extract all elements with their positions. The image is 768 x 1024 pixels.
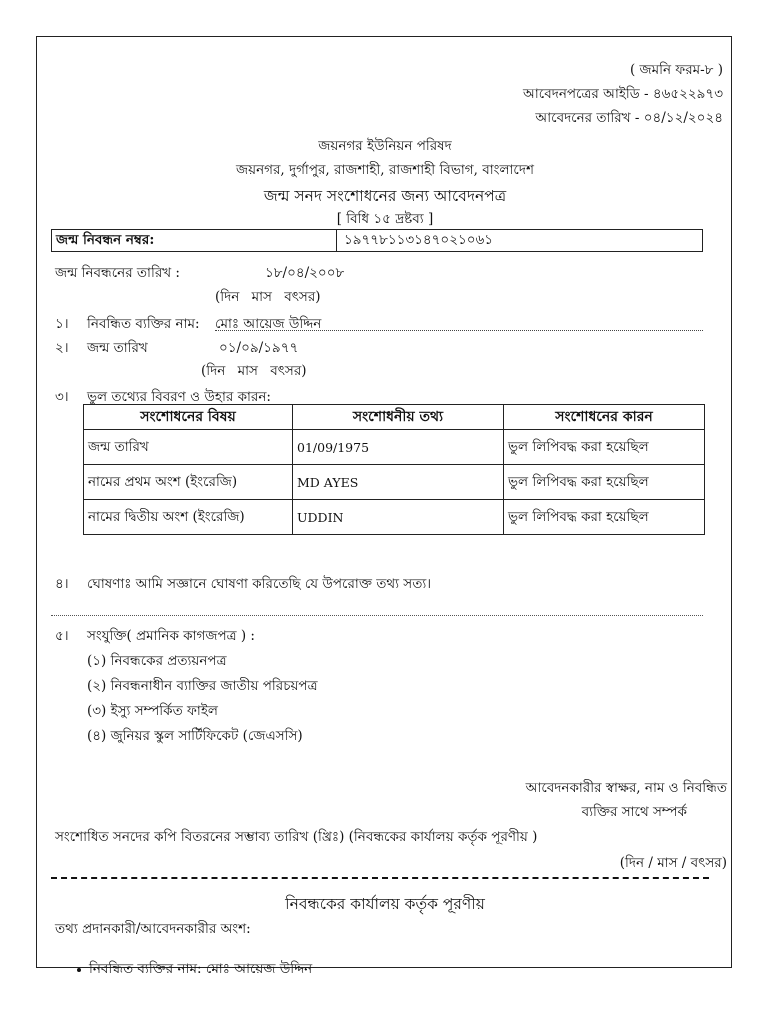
signature-line-2: ব্যক্তির সাথে সম্পর্ক bbox=[581, 804, 687, 820]
form-title: জন্ম সনদ সংশোধনের জন্য আবেদনপত্র bbox=[263, 187, 507, 205]
item2-date-format: (দিন মাস বৎসর) bbox=[201, 363, 307, 379]
row-corrected-info-cell: UDDIN bbox=[293, 500, 504, 535]
office-section-title: নিবন্ধকের কার্যালয় কর্তৃক পূরণীয় bbox=[285, 895, 485, 913]
item2-value: ০১/০৯/১৯৭৭ bbox=[219, 340, 299, 356]
registration-number-label: জন্ম নিবন্ধন নম্বর: bbox=[56, 232, 155, 248]
rule-reference: [ বিধি ১৫ দ্রষ্টব্য ] bbox=[336, 211, 434, 227]
application-date: আবেদনের তারিখ - ০৪/১২/২০২৪ bbox=[535, 110, 723, 126]
union-address: জয়নগর, দুর্গাপুর, রাজশাহী, রাজশাহী বিভাগ, বাংলাদেশ bbox=[236, 162, 534, 178]
item3-label: ভুল তথ্যের বিবরণ ও উহার কারন: bbox=[87, 389, 271, 405]
attachment-item: (৩) ইস্যু সম্পর্কিত ফাইল bbox=[87, 703, 218, 719]
bullet-icon bbox=[77, 968, 81, 972]
registration-date-value: ১৮/০৪/২০০৮ bbox=[265, 265, 345, 281]
registration-number-value: ১৯৭৭৮১১৩১৪৭০২১০৬১ bbox=[344, 232, 494, 248]
item2-label: জন্ম তারিখ bbox=[87, 340, 148, 356]
row-reason-cell: ভুল লিপিবদ্ধ করা হয়েছিল bbox=[504, 500, 705, 535]
form-number: ( জমনি ফরম-৮ ) bbox=[629, 62, 723, 78]
attachment-item: (১) নিবন্ধকের প্রত্যয়নপত্র bbox=[87, 653, 227, 669]
declaration-dotted-line bbox=[51, 615, 703, 616]
row-subject-cell: নামের প্রথম অংশ (ইংরেজি) bbox=[84, 465, 293, 500]
column-header-reason: সংশোধনের কারন bbox=[504, 405, 705, 430]
office-section-subtitle: তথ্য প্রদানকারী/আবেদনকারীর অংশ: bbox=[55, 921, 251, 937]
column-header-subject: সংশোধনের বিষয় bbox=[84, 405, 293, 430]
row-corrected-info-cell: MD AYES bbox=[293, 465, 504, 500]
row-reason-cell: ভুল লিপিবদ্ধ করা হয়েছিল bbox=[504, 465, 705, 500]
item2-number: ২। bbox=[55, 340, 69, 356]
row-reason-cell: ভুল লিপিবদ্ধ করা হয়েছিল bbox=[504, 430, 705, 465]
attachments-label: সংযুক্তি( প্রমানিক কাগজপত্র ) : bbox=[87, 628, 255, 644]
item1-label: নিবন্ধিত ব্যক্তির নাম: bbox=[87, 316, 200, 332]
union-name: জয়নগর ইউনিয়ন পরিষদ bbox=[318, 138, 452, 154]
application-form-page bbox=[36, 36, 732, 977]
attachment-item: (৪) জুনিয়র স্কুল সার্টিফিকেট (জেএসসি) bbox=[87, 728, 303, 744]
registration-number-box bbox=[51, 229, 703, 252]
table-row bbox=[84, 430, 705, 465]
column-header-corrected-info: সংশোধনীয় তথ্য bbox=[293, 405, 504, 430]
item5-number: ৫। bbox=[55, 628, 69, 644]
delivery-date-text: সংশোধিত সনদের কপি বিতরনের সম্ভাব্য তারিখ (খ্রিঃ) (নিবন্ধকের কার্যালয় কর্তৃক পূরণীয় ) bbox=[55, 829, 538, 845]
registration-date-label: জন্ম নিবন্ধনের তারিখ : bbox=[55, 265, 180, 281]
office-registered-name: নিবন্ধিত ব্যক্তির নাম: মোঃ আয়েজ উদ্দিন bbox=[89, 961, 313, 977]
item1-number: ১। bbox=[55, 316, 69, 332]
declaration-text: ঘোষণাঃ আমি সজ্ঞানে ঘোষণা করিতেছি যে উপরোক্ত তথ্য সত্য। bbox=[87, 576, 432, 592]
row-subject-cell: জন্ম তারিখ bbox=[84, 430, 293, 465]
row-subject-cell: নামের দ্বিতীয় অংশ (ইংরেজি) bbox=[84, 500, 293, 535]
item3-number: ৩। bbox=[55, 389, 69, 405]
office-section-divider bbox=[51, 877, 709, 879]
delivery-date-format: (দিন / মাস / বৎসর) bbox=[619, 855, 727, 871]
item1-value: মোঃ আয়েজ উদ্দিন bbox=[215, 313, 703, 331]
list-item bbox=[77, 958, 312, 981]
registration-box-divider bbox=[336, 230, 337, 251]
item4-number: ৪। bbox=[55, 576, 69, 592]
application-id: আবেদনপত্রের আইডি - ৪৬৫২২৯৭৩ bbox=[523, 86, 723, 102]
table-row bbox=[84, 465, 705, 500]
signature-line-1: আবেদনকারীর স্বাক্ষর, নাম ও নিবন্ধিত bbox=[525, 780, 727, 796]
registration-date-format: (দিন মাস বৎসর) bbox=[215, 289, 321, 305]
corrections-table bbox=[83, 404, 705, 535]
table-row bbox=[84, 500, 705, 535]
attachment-item: (২) নিবন্ধনাধীন ব্যাক্তির জাতীয় পরিচয়পত্র bbox=[87, 678, 318, 694]
corrections-header-row bbox=[84, 405, 705, 430]
row-corrected-info-cell: 01/09/1975 bbox=[293, 430, 504, 465]
